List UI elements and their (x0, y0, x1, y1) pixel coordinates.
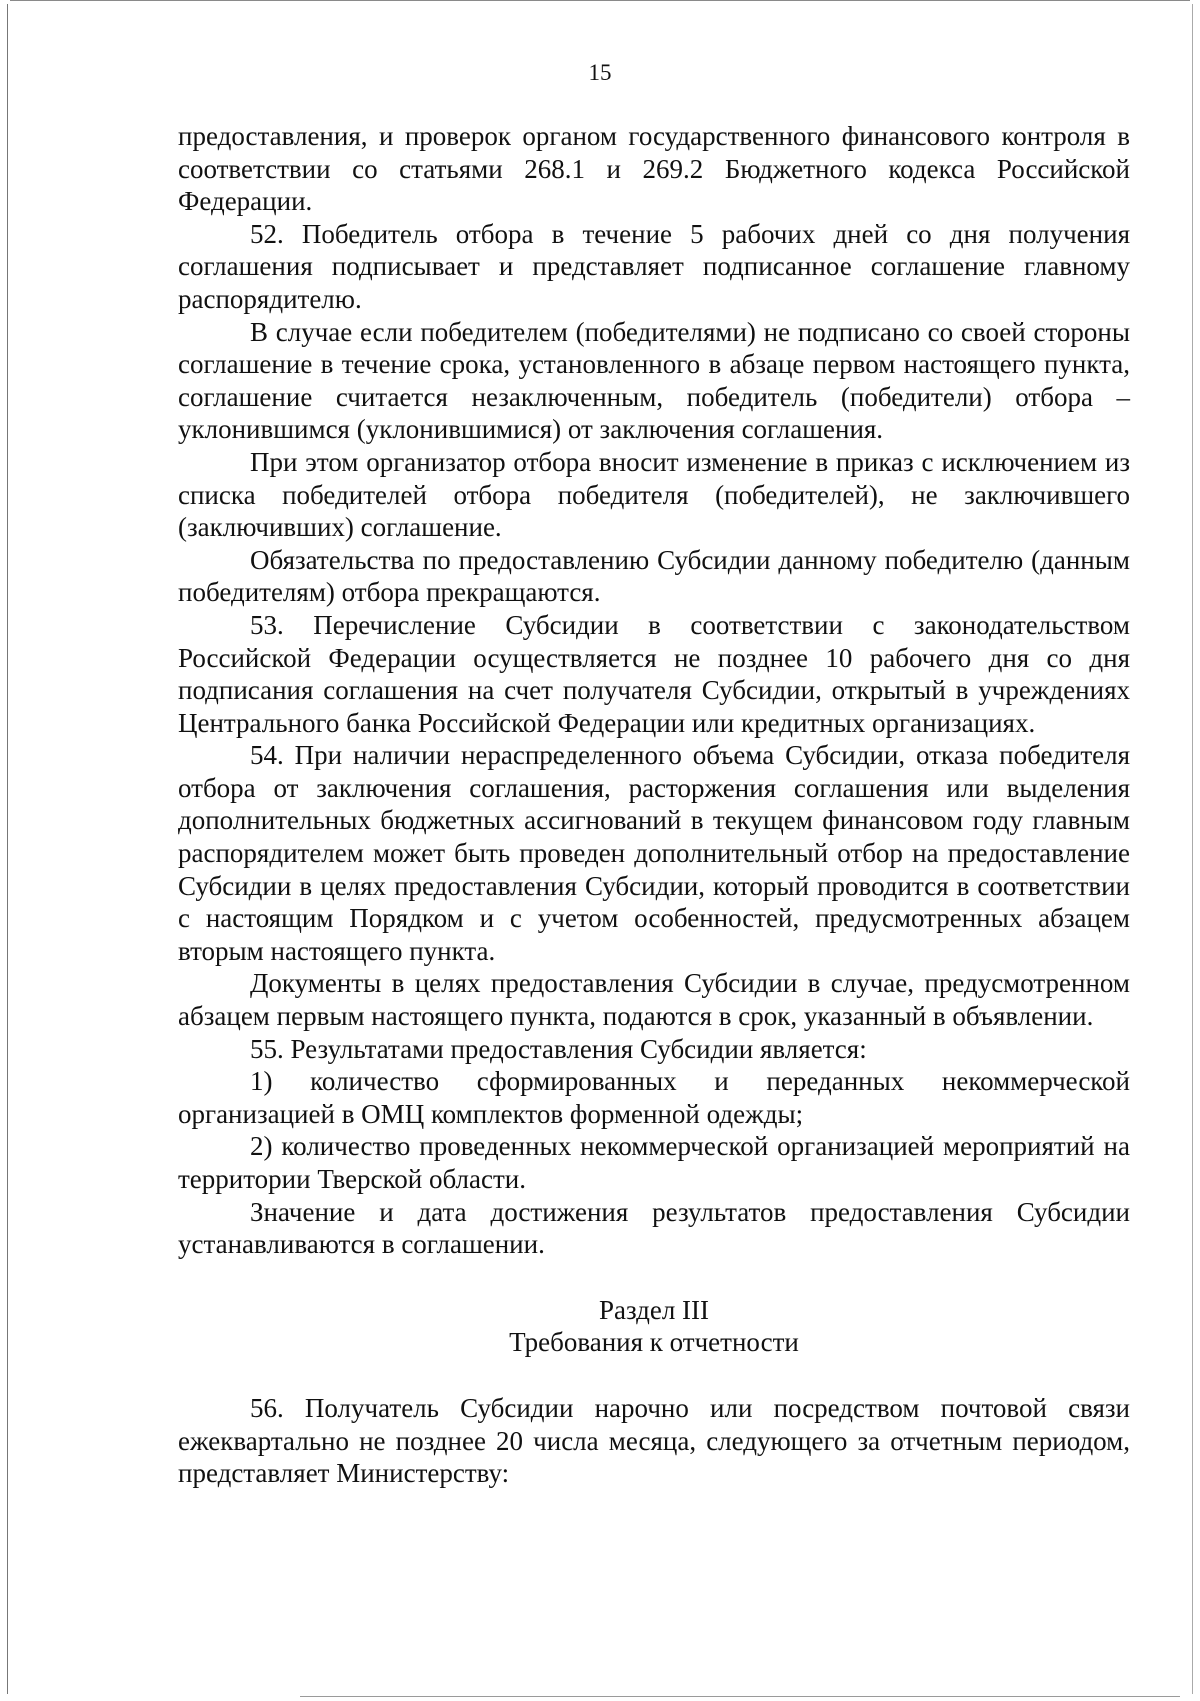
paragraph-53: 53. Перечисление Субсидии в соответствии с законодательством Российской Федерации осуществляется не позднее 10 рабочего дня со дня подписания соглашения на счет получателя Субсидии, открытый в учреждениях Центрального банка Российской Федерации или кредитных организациях. (178, 609, 1130, 738)
paragraph-52-order-change: При этом организатор отбора вносит изменение в приказ с исключением из списка победителей отбора победителя (победителей), не заключившего (заключивших) соглашение. (178, 446, 1130, 543)
paragraph-54-documents: Документы в целях предоставления Субсидии в случае, предусмотренном абзацем первым настоящего пункта, подаются в срок, указанный в объявлении. (178, 968, 1130, 1032)
paragraph-continuation: предоставления, и проверок органом государственного финансового контроля в соответствии со статьями 268.1 и 269.2 Бюджетного кодекса Российской Федерации. (178, 121, 1130, 217)
scan-edge-bottom (300, 1696, 1180, 1697)
section-title: Раздел III (598, 1294, 710, 1325)
scan-edge-top (10, 0, 1190, 1)
paragraph-55: 55. Результатами предоставления Субсидии является: (250, 1033, 867, 1064)
document-body (178, 120, 1130, 1490)
paragraph-52-obligations: Обязательства по предоставлению Субсидии данному победителю (данным победителям) отбора прекращаются. (178, 544, 1130, 608)
section-subtitle: Требования к отчетности (509, 1327, 799, 1358)
paragraph-55-item-1: 1) количество сформированных и переданных некоммерческой организацией в ОМЦ комплектов форменной одежды; (178, 1066, 1130, 1129)
scan-edge-left (7, 4, 8, 1694)
paragraph-54: 54. При наличии нераспределенного объема Субсидии, отказа победителя отбора от заключения соглашения, расторжения соглашения или выделения дополнительных бюджетных ассигнований в текущем финансовом году главным распорядителем может быть проведен дополнительный отбор на предоставление Субсидии в целях предоставления Субсидии, который проводится в соответствии с настоящим Порядком и с учетом особенностей, предусмотренных абзацем вторым настоящего пункта. (178, 740, 1130, 966)
page-number: 15 (588, 60, 612, 85)
paragraph-52: 52. Победитель отбора в течение 5 рабочих дней со дня получения соглашения подписывает и представляет подписанное соглашение главному распорядителю. (178, 218, 1130, 314)
scan-edge-right (1192, 4, 1193, 1694)
paragraph-56: 56. Получатель Субсидии нарочно или посредством почтовой связи ежеквартально не позднее 20 числа месяца, следующего за отчетным периодом, представляет Министерству: (178, 1392, 1130, 1489)
paragraph-55-item-2: 2) количество проведенных некоммерческой организацией мероприятий на территории Тверской области. (178, 1131, 1130, 1194)
paragraph-52-unsigned: В случае если победителем (победителями) не подписано со своей стороны соглашение в течение срока, установленного в абзаце первом настоящего пункта, соглашение считается незаключенным, победитель (победители) отбора – уклонившимся (уклонившимися) от заключения соглашения. (178, 316, 1130, 445)
paragraph-55-results: Значение и дата достижения результатов предоставления Субсидии устанавливаются в соглашении. (178, 1196, 1130, 1260)
